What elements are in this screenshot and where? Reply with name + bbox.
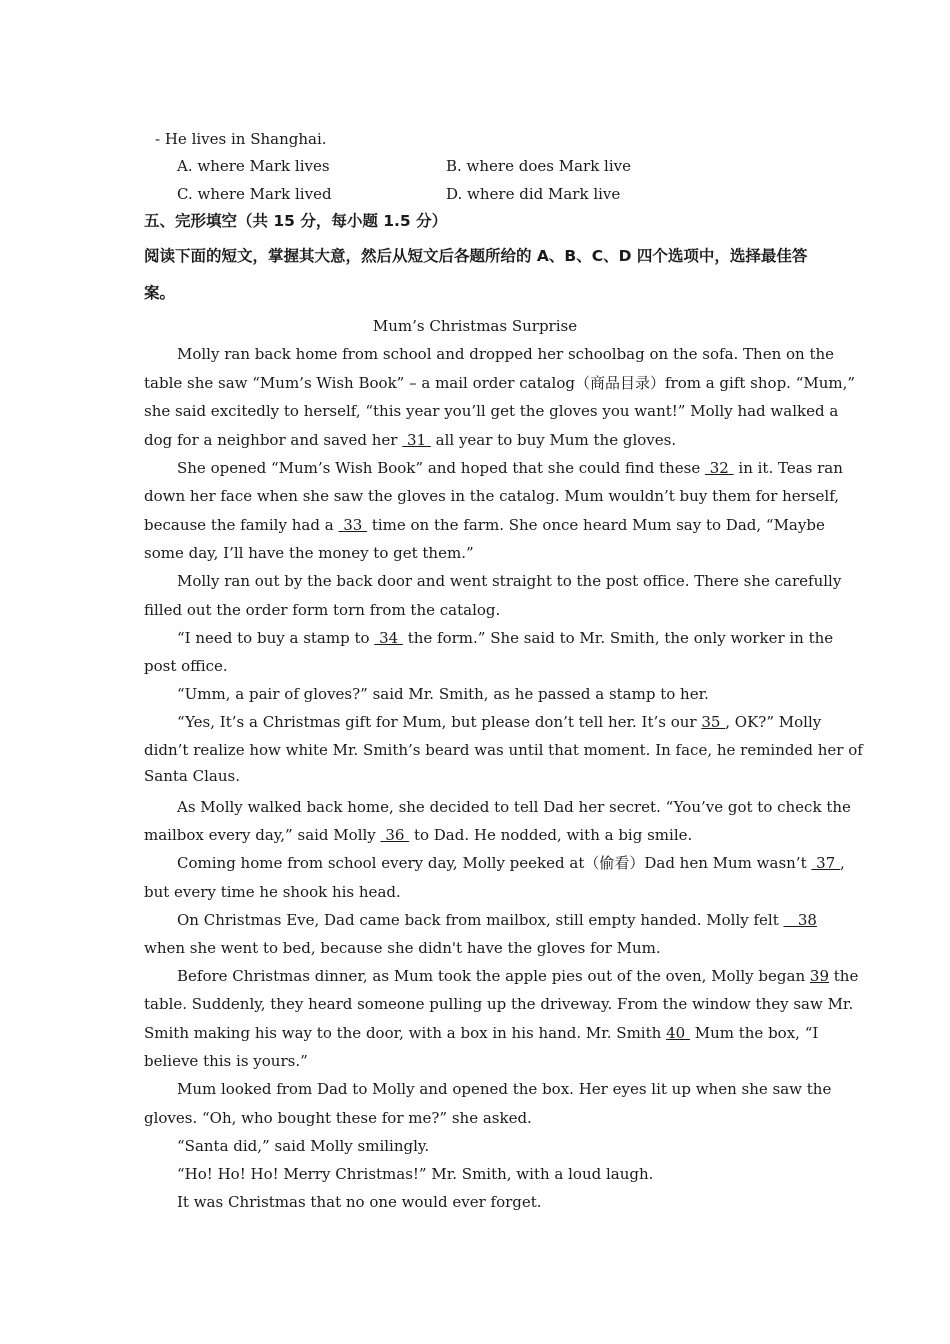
line-text: Smith making his way to the door, with a box in his hand. Mr. Smith	[144, 1024, 662, 1042]
passage-line	[177, 965, 859, 987]
line-text: On Christmas Eve, Dad came back from mailbox, still empty handed. Molly felt	[177, 911, 779, 929]
line-text: dog for a neighbor and saved her	[144, 431, 398, 449]
passage-line	[144, 1107, 532, 1129]
passage-line	[144, 429, 676, 451]
passage-line	[144, 881, 401, 903]
passage-line	[144, 485, 840, 507]
passage-line	[177, 852, 845, 874]
section-instruction-cont: 案。	[144, 284, 176, 302]
passage-line	[177, 1135, 429, 1157]
line-text: some day, I’ll have the money to get them.”	[144, 544, 474, 562]
blank-number: 36	[380, 826, 410, 844]
line-text-after-blank: in it. Teas ran	[738, 459, 843, 477]
passage-line	[177, 457, 843, 479]
line-text-after-blank: to Dad. He nodded, with a big smile.	[413, 826, 693, 844]
line-text: believe this is yours.”	[144, 1052, 308, 1070]
section-instruction: 阅读下面的短文，掌握其大意，然后从短文后各题所给的 A、B、C、D 四个选项中，选择最佳答	[144, 247, 808, 265]
line-text: filled out the order form torn from the catalog.	[144, 601, 501, 619]
passage-line	[177, 1078, 832, 1100]
blank-number: 40	[666, 1024, 690, 1042]
line-text-after-blank: Mum the box, “I	[694, 1024, 819, 1042]
blank-number: 31	[402, 431, 431, 449]
line-text: Santa Claus.	[144, 767, 240, 785]
line-text: because the family had a	[144, 516, 334, 534]
previous-answer-line: - He lives in Shanghai.	[155, 130, 327, 148]
line-text: “Yes, It’s a Christmas gift for Mum, but please don’t tell her. It’s our	[177, 713, 697, 731]
blank-number: 38	[783, 911, 817, 929]
passage-line	[177, 711, 822, 733]
section-heading: 五、完形填空（共 15 分，每小题 1.5 分）	[144, 212, 448, 230]
line-text: Molly ran out by the back door and went straight to the post office. There she carefully	[177, 572, 842, 590]
line-text-after-blank: the form.” She said to Mr. Smith, the only worker in the	[407, 629, 834, 647]
option-d: D. where did Mark live	[446, 185, 621, 203]
line-text: mailbox every day,” said Molly	[144, 826, 376, 844]
passage-line	[177, 343, 835, 365]
passage-line	[144, 372, 856, 394]
line-text: Before Christmas dinner, as Mum took the apple pies out of the oven, Molly began	[177, 967, 806, 985]
passage-line	[177, 627, 834, 649]
line-text: As Molly walked back home, she decided to tell Dad her secret. “You’ve got to check the	[177, 798, 851, 816]
passage-line	[144, 1022, 819, 1044]
passage-line	[144, 1050, 308, 1072]
line-text-after-blank: the	[833, 967, 859, 985]
blank-number: 32	[705, 459, 734, 477]
line-text: It was Christmas that no one would ever forget.	[177, 1193, 542, 1211]
passage-line	[144, 824, 692, 846]
passage-line	[177, 570, 842, 592]
passage-line	[144, 765, 240, 787]
line-text: when she went to bed, because she didn't have the gloves for Mum.	[144, 939, 661, 957]
line-text: post office.	[144, 657, 228, 675]
line-text: “I need to buy a stamp to	[177, 629, 370, 647]
line-text: table she saw “Mum’s Wish Book” – a mail order catalog（商品目录）from a gift shop. “Mum,”	[144, 374, 856, 392]
passage-line	[144, 937, 661, 959]
line-text-after-blank: time on the farm. She once heard Mum say to Dad, “Maybe	[371, 516, 825, 534]
blank-number: 37	[811, 854, 841, 872]
passage-line	[144, 993, 854, 1015]
blank-number: 35	[701, 713, 726, 731]
passage-line	[144, 514, 825, 536]
passage-line	[144, 400, 839, 422]
line-text: didn’t realize how white Mr. Smith’s beard was until that moment. In face, he reminded her of	[144, 741, 863, 759]
passage-line	[177, 796, 851, 818]
line-text: she said excitedly to herself, “this year you’ll get the gloves you want!” Molly had walked a	[144, 402, 839, 420]
line-text: Molly ran back home from school and dropped her schoolbag on the sofa. Then on the	[177, 345, 835, 363]
passage-line	[177, 683, 709, 705]
line-text: table. Suddenly, they heard someone pulling up the driveway. From the window they saw Mr.	[144, 995, 854, 1013]
option-a: A. where Mark lives	[177, 157, 330, 175]
line-text: down her face when she saw the gloves in the catalog. Mum wouldn’t buy them for herself,	[144, 487, 840, 505]
line-text: “Santa did,” said Molly smilingly.	[177, 1137, 430, 1155]
passage-line	[144, 655, 228, 677]
passage-line	[177, 1191, 542, 1213]
line-text-after-blank: ,	[840, 854, 845, 872]
line-text: She opened “Mum’s Wish Book” and hoped that she could find these	[177, 459, 701, 477]
line-text-after-blank: all year to buy Mum the gloves.	[435, 431, 677, 449]
line-text-after-blank: , OK?” Molly	[725, 713, 822, 731]
line-text: gloves. “Oh, who bought these for me?” she asked.	[144, 1109, 532, 1127]
blank-number: 33	[338, 516, 368, 534]
line-text: Coming home from school every day, Molly peeked at（偷看）Dad hen Mum wasn’t	[177, 854, 807, 872]
blank-number: 39	[809, 967, 829, 985]
passage-line	[177, 1163, 653, 1185]
passage-line	[144, 542, 474, 564]
line-text: “Umm, a pair of gloves?” said Mr. Smith, as he passed a stamp to her.	[177, 685, 709, 703]
passage-title: Mum’s Christmas Surprise	[372, 317, 578, 335]
passage-line	[144, 739, 863, 761]
passage-line	[177, 909, 817, 931]
line-text: Mum looked from Dad to Molly and opened the box. Her eyes lit up when she saw the	[177, 1080, 832, 1098]
passage-line	[144, 599, 500, 621]
blank-number: 34	[374, 629, 403, 647]
line-text: “Ho! Ho! Ho! Merry Christmas!” Mr. Smith, with a loud laugh.	[177, 1165, 654, 1183]
option-b: B. where does Mark live	[446, 157, 632, 175]
option-c: C. where Mark lived	[177, 185, 332, 203]
line-text: but every time he shook his head.	[144, 883, 401, 901]
